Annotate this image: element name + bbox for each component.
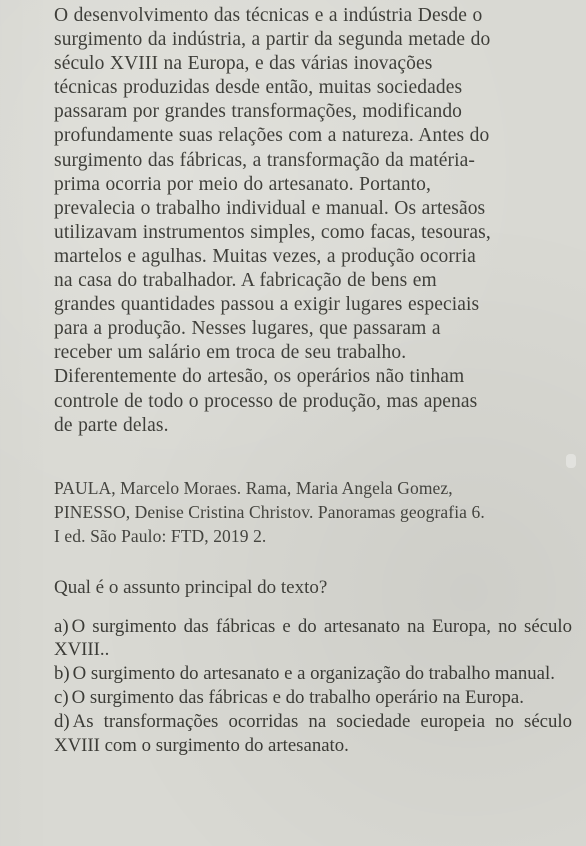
passage-line: martelos e agulhas. Muitas vezes, a produção ocorria	[54, 245, 476, 267]
question-prompt: Qual é o assunto principal do texto?	[54, 577, 328, 598]
option-text: O surgimento do artesanato e a organização do trabalho manual.	[72, 663, 555, 685]
passage-text	[54, 4, 572, 438]
option-letter: d)	[54, 711, 70, 733]
passage-line: receber um salário em troca de seu trabalho.	[54, 342, 407, 364]
option-text: O surgimento das fábricas e do artesanato na Europa, no século XVIII..	[54, 616, 572, 661]
passage-line: profundamente suas relações com a natureza. Antes do	[54, 125, 490, 147]
passage-line: controle de todo o processo de produção, mas apenas	[54, 390, 478, 412]
citation-line: I ed. São Paulo: FTD, 2019 2.	[54, 526, 267, 546]
citation-line: PAULA, Marcelo Moraes. Rama, Maria Angela Gomez,	[54, 478, 453, 498]
left-margin-shadow	[0, 0, 54, 846]
citation-line: PINESSO, Denise Cristina Christov. Panoramas geografia 6.	[54, 502, 485, 522]
option-letter: b)	[54, 663, 70, 685]
passage-line: grandes quantidades passou a exigir lugares especiais	[54, 294, 480, 316]
passage-line: O desenvolvimento das técnicas e a indústria Desde o	[54, 5, 483, 26]
option-c[interactable]	[54, 686, 572, 709]
passage-line: para a produção. Nesses lugares, que passaram a	[54, 318, 441, 340]
passage-line: de parte delas.	[54, 414, 169, 436]
answer-options	[54, 615, 572, 757]
option-letter: c)	[54, 687, 69, 709]
reference-citation	[54, 476, 572, 548]
option-letter: a)	[54, 616, 69, 637]
passage-line: utilizavam instrumentos simples, como facas, tesouras,	[54, 221, 491, 243]
option-a[interactable]	[54, 615, 572, 662]
option-text: O surgimento das fábricas e do trabalho operário na Europa.	[71, 687, 524, 709]
option-text: As transformações ocorridas na sociedade europeia no século XVIII com o surgimento do artesanato.	[54, 711, 572, 756]
passage-line: surgimento da indústria, a partir da segunda metade do	[54, 29, 491, 51]
passage-line: técnicas produzidas desde então, muitas sociedades	[54, 77, 463, 99]
option-b[interactable]	[54, 662, 572, 685]
passage-line: surgimento das fábricas, a transformação da matéria-	[54, 149, 475, 171]
passage-line: prima ocorria por meio do artesanato. Portanto,	[54, 173, 431, 195]
passage-line: Diferentemente do artesão, os operários não tinham	[54, 366, 465, 388]
paper-highlight-mark	[566, 454, 576, 468]
passage-line: prevalecia o trabalho individual e manual. Os artesãos	[54, 197, 486, 219]
passage-line: século XVIII na Europa, e das várias inovações	[54, 53, 433, 75]
option-d[interactable]	[54, 710, 572, 757]
passage-line: passaram por grandes transformações, modificando	[54, 101, 463, 123]
passage-line: na casa do trabalhador. A fabricação de bens em	[54, 270, 437, 292]
